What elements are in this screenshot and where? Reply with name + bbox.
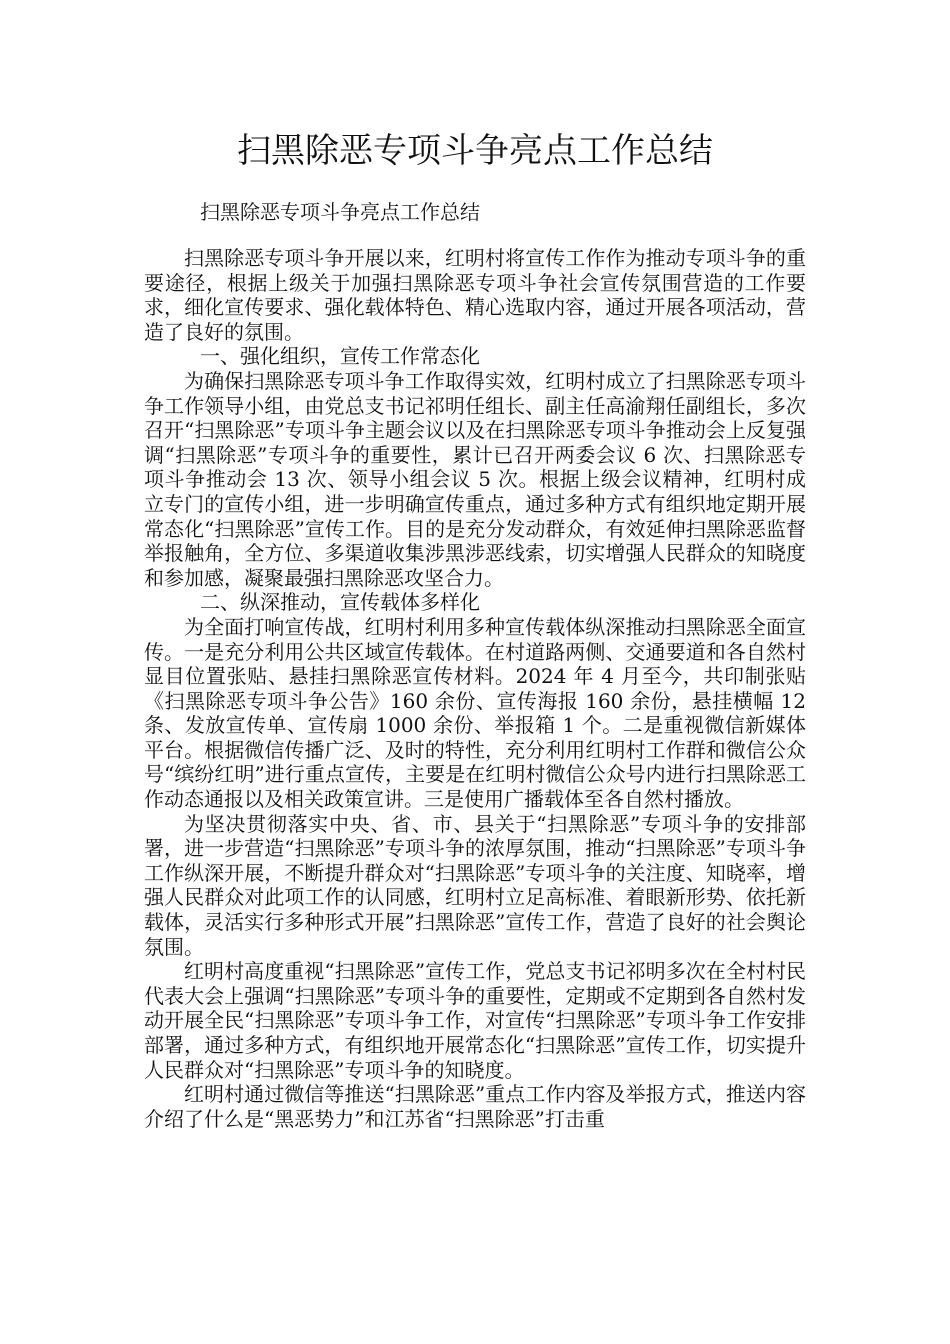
paragraph-organization: 为确保扫黑除恶专项斗争工作取得实效，红明村成立了扫黑除恶专项斗争工作领导小组，由党总支书记祁明任组长、副主任高渝翔任副组长，多次召开“扫黑除恶”专项斗争主题会议以及在扫黑除恶专项斗争推动会上反复强调“扫黑除恶”专项斗争的重要性，累计已召开两委会议 6 次、扫黑除恶专项斗争推动会 13 次、领导小组会议 5 次。根据上级会议精神，红明村成立专门的宣传小组，进一步明确宣传重点，通过多种方式有组织地定期开展常态化“扫黑除恶”宣传工作。目的是充分发动群众，有效延伸扫黑除恶监督举报触角，全方位、多渠道收集涉黑涉恶线索，切实增强人民群众的知晓度和参加感，凝聚最强扫黑除恶攻坚合力。 (144, 368, 806, 590)
paragraph-emphasis: 红明村高度重视“扫黑除恶”宣传工作，党总支书记祁明多次在全村村民代表大会上强调“扫黑除恶”专项斗争的重要性，定期或不定期到各自然村发动开展全民“扫黑除恶”专项斗争工作，对宣传“扫黑除恶”专项斗争工作安排部署，通过多种方式，有组织地开展常态化“扫黑除恶”宣传工作，切实提升人民群众对“扫黑除恶”专项斗争的知晓度。 (144, 959, 806, 1082)
paragraph-carriers: 为全面打响宣传战，红明村利用多种宣传载体纵深推动扫黑除恶全面宣传。一是充分利用公共区域宣传载体。在村道路两侧、交通要道和各自然村显目位置张贴、悬挂扫黑除恶宣传材料。2024 年 4 月至今，共印制张贴《扫黑除恶专项斗争公告》160 余份、宣传海报 160 余份，悬挂横幅 12 条、发放宣传单、宣传扇 1000 余份、举报箱 1 个。二是重视微信新媒体平台。根据微信传播广泛、及时的特性，充分利用红明村工作群和微信公众号“缤纷红明”进行重点宣传，主要是在红明村微信公众号内进行扫黑除恶工作动态通报以及相关政策宣讲。三是使用广播载体至各自然村播放。 (144, 614, 806, 812)
section-heading-2: 二、纵深推动，宣传载体多样化 (200, 590, 480, 615)
paragraph-intro: 扫黑除恶专项斗争开展以来，红明村将宣传工作作为推动专项斗争的重要途径，根据上级关于加强扫黑除恶专项斗争社会宣传氛围营造的工作要求，细化宣传要求、强化载体特色、精心选取内容，通过开展各项活动，营造了良好的氛围。 (144, 246, 806, 344)
paragraph-implementation: 为坚决贯彻落实中央、省、市、县关于“扫黑除恶”专项斗争的安排部署，进一步营造“扫黑除恶”专项斗争的浓厚氛围，推动“扫黑除恶”专项斗争工作纵深开展，不断提升群众对“扫黑除恶”专项斗争的关注度、知晓率，增强人民群众对此项工作的认同感，红明村立足高标准、着眼新形势、依托新载体，灵活实行多种形式开展”扫黑除恶”宣传工作，营造了良好的社会舆论氛围。 (144, 811, 806, 959)
section-heading-1: 一、强化组织，宣传工作常态化 (200, 344, 480, 369)
paragraph-wechat: 红明村通过微信等推送“扫黑除恶”重点工作内容及举报方式，推送内容介绍了什么是“黑恶势力”和江苏省“扫黑除恶”打击重 (144, 1082, 806, 1131)
document-body (144, 246, 806, 1131)
document-subtitle: 扫黑除恶专项斗争亮点工作总结 (200, 200, 480, 224)
document-title: 扫黑除恶专项斗争亮点工作总结 (237, 131, 713, 171)
